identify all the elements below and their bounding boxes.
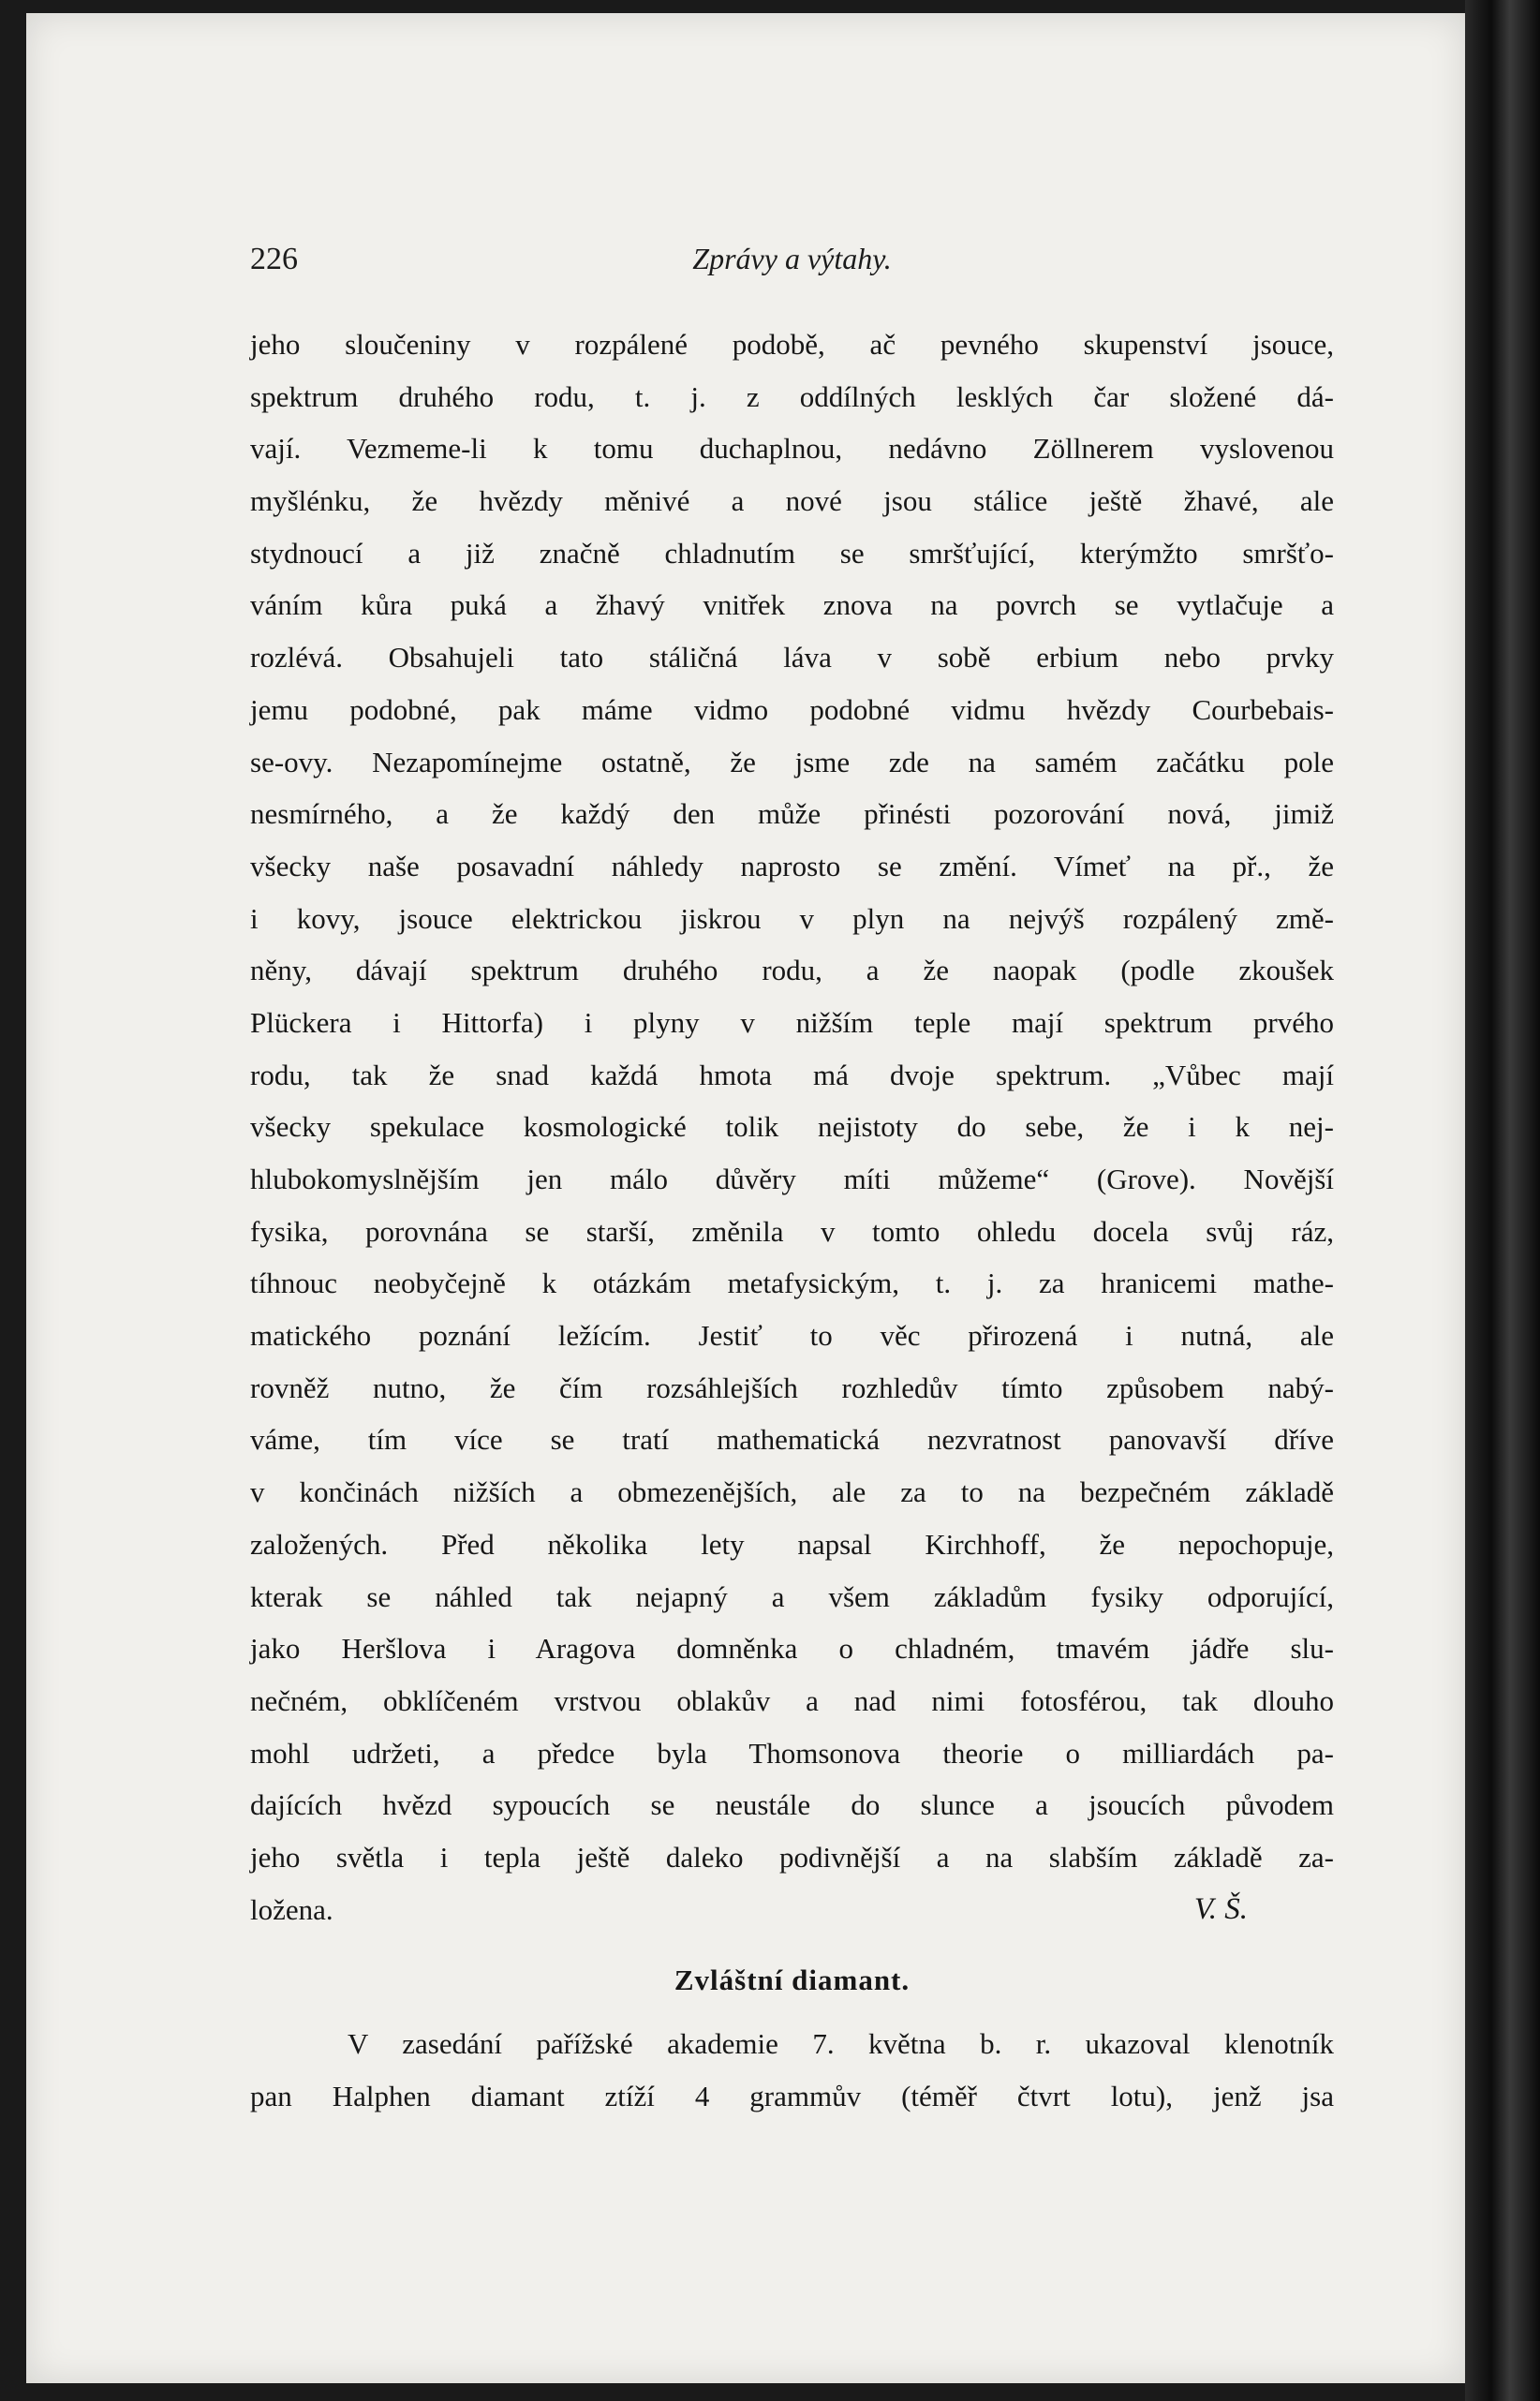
text-line: v končinách nižších a obmezenějších, ale za to na bezpečném základě (250, 1475, 1334, 1509)
running-title: Zprávy a výtahy. (692, 242, 892, 275)
text-line: Plückera i Hittorfa) i plyny v nižším teple mají spektrum prvého (250, 1005, 1334, 1039)
text-line: všecky naše posavadní náhledy naprosto se změní. Vímeť na př., že (250, 849, 1334, 882)
page-body (250, 319, 1334, 2123)
closing-line (250, 1884, 1334, 1936)
text-line: myšlénku, že hvězdy měnivé a nové jsou stálice ještě žhavé, ale (250, 484, 1334, 518)
page-number: 226 (250, 242, 298, 276)
text-line: spektrum druhého rodu, t. j. z oddílných lesklých čar složené dá- (250, 379, 1334, 413)
text-line: jeho sloučeniny v rozpálené podobě, ač pevného skupenství jsouce, (250, 328, 1334, 361)
text-line: matického poznání ležícím. Jestiť to věc přirozená i nutná, ale (250, 1319, 1334, 1353)
text-line: váním kůra puká a žhavý vnitřek znova na povrch se vytlačuje a (250, 588, 1334, 622)
text-line: fysika, porovnána se starší, změnila v tomto ohledu docela svůj ráz, (250, 1214, 1334, 1248)
text-line: tíhnouc neobyčejně k otázkám metafysickým, t. j. za hranicemi mathe- (250, 1267, 1334, 1300)
text-line: založených. Před několika lety napsal Kirchhoff, že nepochopuje, (250, 1527, 1334, 1561)
section-heading: Zvláštní diamant. (674, 1964, 911, 1997)
text-line: jeho světla i tepla ještě daleko podivnější a na slabším základě za- (250, 1840, 1334, 1874)
text-line: pan Halphen diamant ztíží 4 grammův (téměř čtvrt lotu), jenž jsa (250, 2080, 1334, 2112)
text-line: V zasedání pařížské akademie 7. května b. r. ukazoval klenotník (348, 2027, 1334, 2061)
text-line: všecky spekulace kosmologické tolik nejistoty do sebe, že i k nej- (250, 1110, 1334, 1144)
text-line: váme, tím více se tratí mathematická nezvratnost panovavší dříve (250, 1423, 1334, 1457)
book-spine-shadow (1465, 0, 1540, 2401)
text-line: nečném, obklíčeném vrstvou oblakův a nad nimi fotosférou, tak dlouho (250, 1683, 1334, 1717)
text-line: něny, dávají spektrum druhého rodu, a že naopak (podle zkoušek (250, 954, 1334, 987)
author-signature: V. Š. (1193, 1891, 1248, 1926)
text-line: mohl udržeti, a předce byla Thomsonova theorie o milliardách pa- (250, 1736, 1334, 1770)
text-line: dajících hvězd sypoucích se neustále do slunce a jsoucích původem (250, 1788, 1334, 1822)
text-line: kterak se náhled tak nejapný a všem základům fysiky odporující, (250, 1579, 1334, 1613)
text-line: stydnoucí a již značně chladnutím se smršťující, kterýmžto smršťo- (250, 536, 1334, 570)
text-line: vají. Vezmeme-li k tomu duchaplnou, nedávno Zöllnerem vyslovenou (250, 432, 1334, 466)
text-line: ložena. (250, 1892, 333, 1926)
article-2 (250, 2018, 1334, 2122)
text-line: jemu podobné, pak máme vidmo podobné vidmu hvězdy Courbebais- (250, 692, 1334, 726)
text-line: jako Heršlova i Aragova domněnka o chladném, tmavém jádře slu- (250, 1632, 1334, 1666)
text-line: rodu, tak že snad každá hmota má dvoje spektrum. „Vůbec mají (250, 1058, 1334, 1091)
page-header (250, 242, 1334, 279)
text-line: rozlévá. Obsahujeli tato stáličná láva v sobě erbium nebo prvky (250, 641, 1334, 674)
text-line: i kovy, jsouce elektrickou jiskrou v plyn na nejvýš rozpálený změ- (250, 901, 1334, 935)
text-line: nesmírného, a že každý den může přinésti pozorování nová, jimiž (250, 797, 1334, 831)
text-line: rovněž nutno, že čím rozsáhlejších rozhledův tímto způsobem nabý- (250, 1371, 1334, 1404)
text-line: hlubokomyslnějším jen málo důvěry míti můžeme“ (Grove). Novější (250, 1163, 1334, 1195)
article-1 (250, 319, 1334, 1935)
text-line: se-ovy. Nezapomínejme ostatně, že jsme zde na samém začátku pole (250, 745, 1334, 778)
